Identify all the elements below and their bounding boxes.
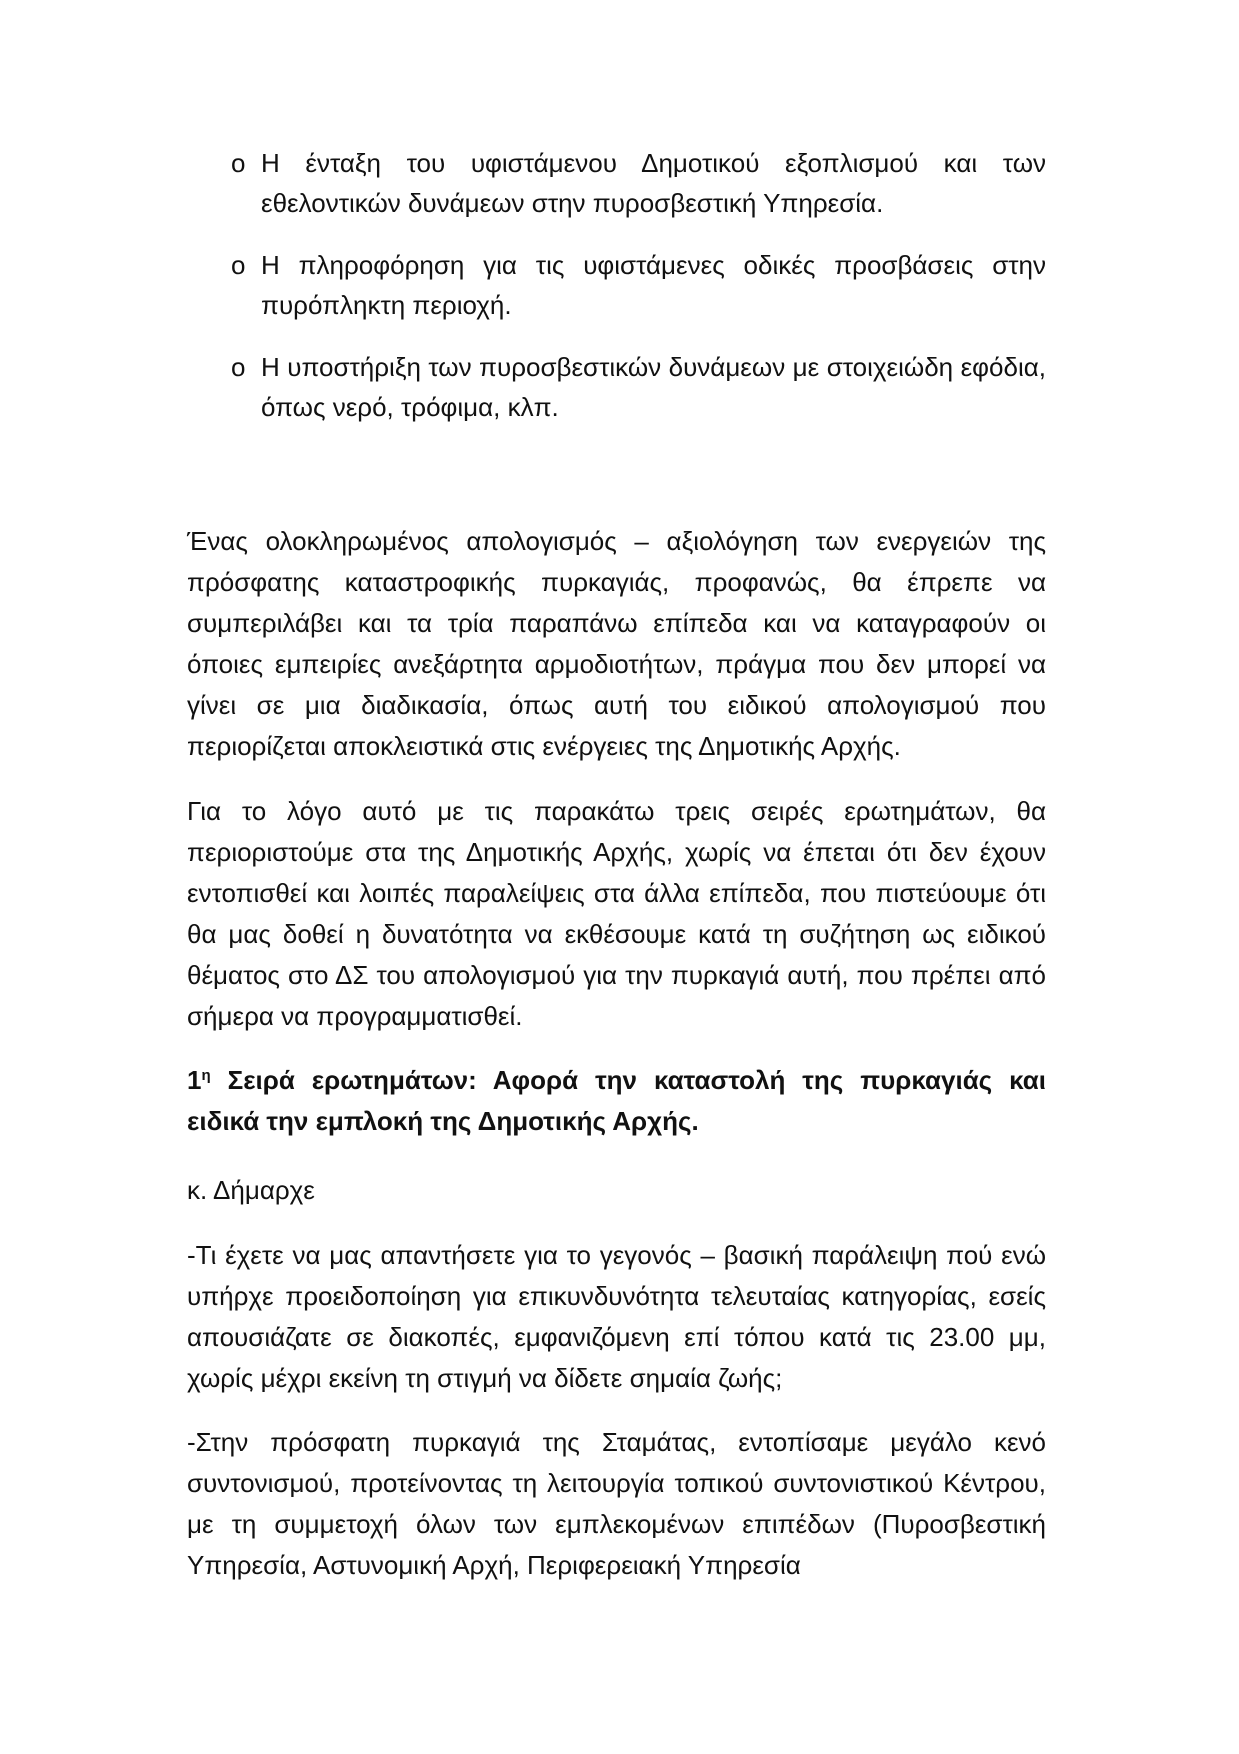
list-item-text: Η πληροφόρηση για τις υφιστάμενες οδικές προσβάσεις στην πυρόπληκτη περιοχή.	[261, 250, 1046, 320]
heading-number: 1	[187, 1065, 202, 1095]
salutation: κ. Δήμαρχε	[187, 1175, 315, 1205]
heading-text: Σειρά ερωτημάτων: Αφορά την καταστολή της πυρκαγιάς και ειδικά την εμπλοκή της Δημοτικής Αρχής.	[187, 1065, 1046, 1136]
paragraph-evaluation: Ένας ολοκληρωμένος απολογισμός – αξιολόγηση των ενεργειών της πρόσφατης καταστροφικής πυρκαγιάς, προφανώς, θα έπρεπε να συμπεριλάβει και τα τρία παραπάνω επίπεδα και να καταγραφούν οι όποιες εμπειρίες ανεξάρτητα αρμοδιοτήτων, πράγμα που δεν μπορεί να γίνει σε μια διαδικασία, όπως αυτή του ειδικού απολογισμού που περιορίζεται αποκλειστικά στις ενέργειες της Δημοτικής Αρχής.	[187, 526, 1046, 761]
bullet-marker: o	[231, 148, 246, 178]
bullet-marker: o	[231, 250, 246, 280]
list-item-text: Η υποστήριξη των πυροσβεστικών δυνάμεων με στοιχειώδη εφόδια, όπως νερό, τρόφιμα, κλπ.	[261, 352, 1046, 422]
question-paragraph: -Τι έχετε να μας απαντήσετε για το γεγονός – βασική παράλειψη πού ενώ υπήρχε προειδοποίηση για επικυνδυνότητα τελευταίας κατηγορίας, εσείς απουσιάζατε σε διακοπές, εμφανιζόμενη επί τόπου κατά τις 23.00 μμ, χωρίς μέχρι εκείνη τη στιγμή να δίδετε σημαία ζωής;	[187, 1240, 1046, 1393]
list-item	[231, 245, 1046, 325]
list-item	[231, 347, 1046, 427]
heading-superscript: η	[201, 1067, 211, 1084]
bullet-marker: o	[231, 352, 246, 382]
paragraph-questions-intro: Για το λόγο αυτό με τις παρακάτω τρεις σειρές ερωτημάτων, θα περιοριστούμε στα της Δημοτικής Αρχής, χωρίς να έπεται ότι δεν έχουν εντοπισθεί και λοιπές παραλείψεις στα άλλα επίπεδα, που πιστεύουμε ότι θα μας δοθεί η δυνατότητα να εκθέσουμε κατά τη συζήτηση ως ειδικού θέματος στο ΔΣ του απολογισμού για την πυρκαγιά αυτή, που πρέπει από σήμερα να προγραμματισθεί.	[187, 796, 1046, 1031]
question-paragraph: -Στην πρόσφατη πυρκαγιά της Σταμάτας, εντοπίσαμε μεγάλο κενό συντονισμού, προτείνοντας τη λειτουργία τοπικού συντονιστικού Κέντρου, με τη συμμετοχή όλων των εμπλεκομένων επιπέδων (Πυροσβεστική Υπηρεσία, Αστυνομική Αρχή, Περιφερειακή Υπηρεσία	[187, 1427, 1046, 1580]
bullet-list	[231, 143, 1046, 449]
list-item	[231, 143, 1046, 223]
section-heading	[187, 1060, 1046, 1142]
list-item-text: Η ένταξη του υφιστάμενου Δημοτικού εξοπλισμού και των εθελοντικών δυνάμεων στην πυροσβεστική Υπηρεσία.	[261, 148, 1046, 218]
